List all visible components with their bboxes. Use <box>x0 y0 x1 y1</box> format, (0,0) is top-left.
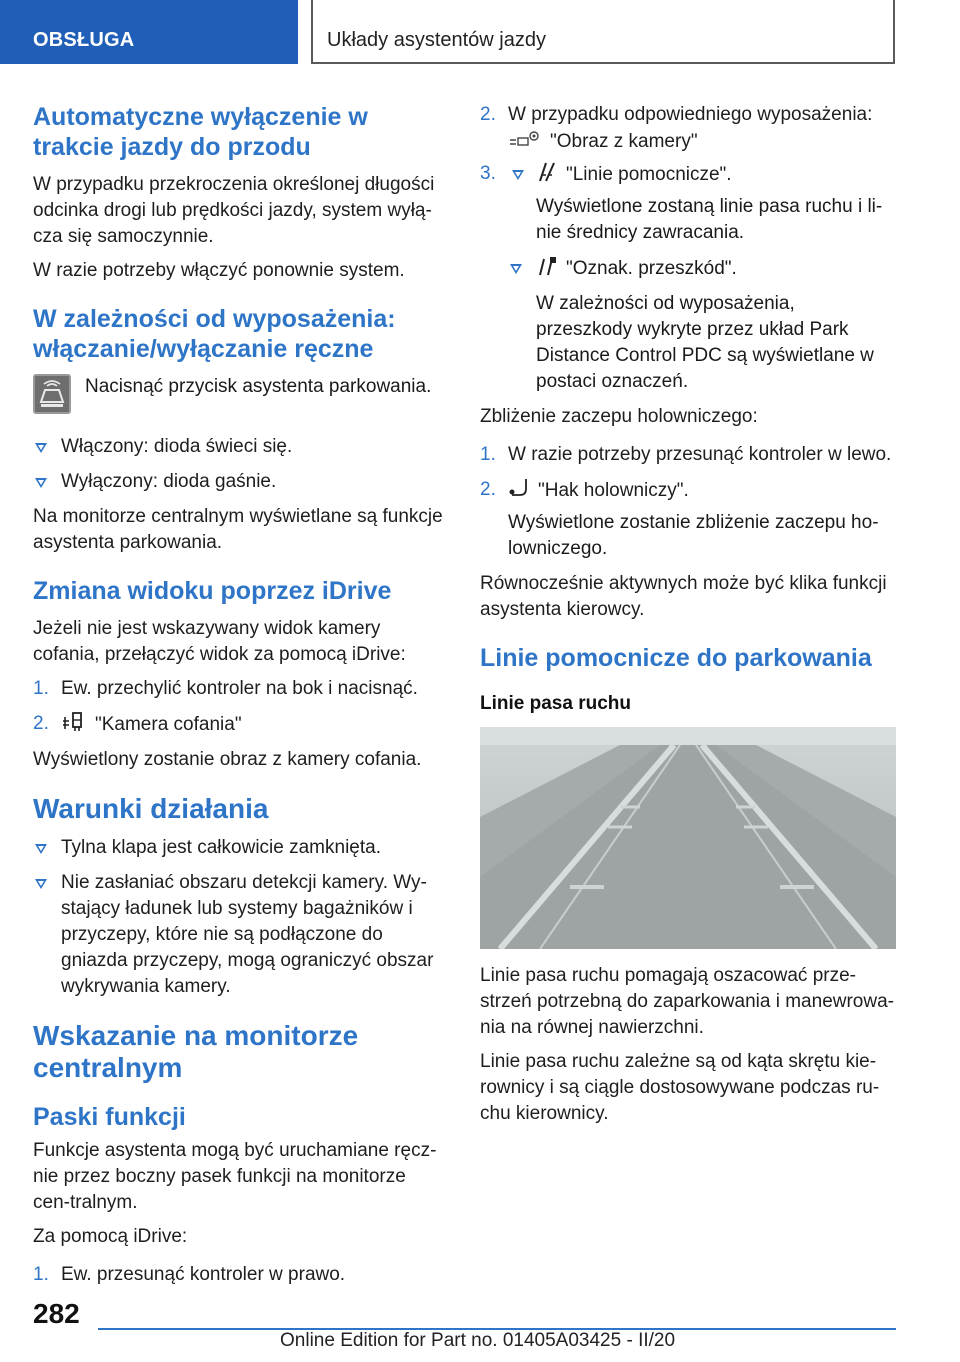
heading-auto-off: Automatyczne wyłączenie w trakcie jazdy do przodu <box>33 103 368 161</box>
condition-2 <box>33 870 447 1000</box>
bullet-off-text: Wyłączony: dioda gaśnie. <box>61 471 277 492</box>
lane-lines-camera-image <box>480 727 896 949</box>
hitch-step-2 <box>480 477 896 504</box>
park-assist-button-icon <box>33 374 71 414</box>
bullet-triangle-icon <box>35 478 47 488</box>
text-monitor: Na monitorze centralnym wyświetlane są funkcje asystenta parkowania. <box>33 506 443 553</box>
bullet-triangle-icon <box>35 844 47 854</box>
heading-manual: W zależności od wyposażenia: włączanie/wyłączanie ręczne <box>33 305 396 363</box>
step-2-num: 2. <box>33 713 49 734</box>
text-auto-off: W przypadku przekroczenia określonej długości odcinka drogi lub prędkości jazdy, system wyłą-cza się samoczynnie. <box>33 174 435 247</box>
page-number: 282 <box>33 1298 80 1329</box>
bullet-triangle-icon <box>35 879 47 889</box>
heading-lane: Linie pasa ruchu <box>480 693 631 714</box>
bullet-triangle-icon <box>510 264 522 274</box>
chapter-title: Układy asystentów jazdy <box>327 29 546 51</box>
step-1 <box>33 676 447 702</box>
right-step-2-text: W przypadku odpowiedniego wyposażenia: <box>508 104 873 125</box>
step-1-num: 1. <box>33 678 49 699</box>
right-step-3b-text: "Oznak. przeszkód". <box>566 258 737 279</box>
hitch-step-1-num: 1. <box>480 444 496 465</box>
chapter-title-box <box>311 0 895 64</box>
footer-edition: Online Edition for Part no. 01405A03425 - II/20 <box>280 1330 676 1351</box>
text-hitch: Zbliżenie zaczepu holowniczego: <box>480 406 758 427</box>
right-column <box>480 102 896 1135</box>
camera-view-icon <box>508 128 542 150</box>
bullet-off <box>33 469 447 495</box>
bullet-triangle-icon <box>512 170 524 180</box>
right-step-2 <box>480 102 896 155</box>
hitch-step-2-num: 2. <box>480 479 496 500</box>
step-2-text: "Kamera cofania" <box>95 714 242 735</box>
text-shown: Wyświetlony zostanie obraz z kamery cofania. <box>33 749 422 770</box>
condition-1 <box>33 835 447 861</box>
function-step-1-num: 1. <box>33 1264 49 1285</box>
function-step-1-text: Ew. przesunąć kontroler w prawo. <box>61 1264 346 1285</box>
heading-display: Wskazanie na monitorze centralnym <box>33 1020 359 1083</box>
right-step-3b <box>508 255 896 282</box>
right-step-3-text: "Linie pomocnicze". <box>566 164 732 185</box>
text-lane-1: Linie pasa ruchu pomagają oszacować prze-strzeń potrzebną do zaparkowania i manewrowa-nia na równej nawierzchni. <box>480 965 894 1038</box>
right-step-3b-desc: W zależności od wyposażenia, przeszkody wykryte przez układ Park Distance Control PDC są wyświetlane w postaci oznaczeń. <box>536 293 874 392</box>
section-label: OBSŁUGA <box>33 29 135 51</box>
right-step-3-num: 3. <box>480 163 496 184</box>
right-step-3 <box>480 161 896 188</box>
rear-camera-icon <box>61 711 87 733</box>
bullet-on <box>33 434 447 460</box>
heading-conditions: Warunki działania <box>33 793 269 824</box>
heading-bars: Paski funkcji <box>33 1103 186 1131</box>
right-step-2-num: 2. <box>480 104 496 125</box>
right-step-3-desc: Wyświetlone zostaną linie pasa ruchu i li-nie średnicy zawracania. <box>536 196 883 243</box>
step-2 <box>33 711 447 738</box>
text-reenable: W razie potrzeby włączyć ponownie system. <box>33 260 405 281</box>
text-bars: Funkcje asystenta mogą być uruchamiane ręcz-nie przez boczny pasek funkcji na monitorze cen-tralnym. <box>33 1140 437 1213</box>
guide-lines-icon <box>536 161 558 183</box>
heading-lines: Linie pomocnicze do parkowania <box>480 644 872 672</box>
condition-2-text: Nie zasłaniać obszaru detekcji kamery. Wy-stający ładunek lub systemy bagażników i przyczepy, które nie są podłączone do gniazda przyczepy, mogą ograniczyć obszar wykrywania kamery. <box>61 872 434 997</box>
left-column <box>33 102 447 1297</box>
hitch-step-2-text: "Hak holowniczy". <box>538 480 689 501</box>
function-step-1 <box>33 1262 447 1288</box>
park-button-text: Nacisnąć przycisk asystenta parkowania. <box>85 376 432 397</box>
condition-1-text: Tylna klapa jest całkowicie zamknięta. <box>61 837 381 858</box>
hitch-step-1-text: W razie potrzeby przesunąć kontroler w lewo. <box>508 444 892 465</box>
tow-hitch-icon <box>508 477 530 499</box>
right-step-2-label: "Obraz z kamery" <box>550 131 698 152</box>
hitch-step-1 <box>480 442 896 468</box>
park-button-row <box>33 374 447 420</box>
section-tab <box>0 0 298 64</box>
heading-view: Zmiana widoku poprzez iDrive <box>33 577 392 605</box>
text-lane-2: Linie pasa ruchu zależne są od kąta skrętu kie-rownicy i są ciągle dostosowywane podczas ru-chu kierownicy. <box>480 1051 880 1124</box>
text-view: Jeżeli nie jest wskazywany widok kamery cofania, przełączyć widok za pomocą iDrive: <box>33 618 406 665</box>
step-1-text: Ew. przechylić kontroler na bok i nacisnąć. <box>61 678 418 699</box>
obstacle-marking-icon <box>536 255 558 277</box>
text-idrive: Za pomocą iDrive: <box>33 1226 188 1247</box>
text-multi: Równocześnie aktywnych może być klika funkcji asystenta kierowcy. <box>480 573 887 620</box>
bullet-on-text: Włączony: dioda świeci się. <box>61 436 293 457</box>
bullet-triangle-icon <box>35 443 47 453</box>
hitch-step-2-desc: Wyświetlone zostanie zbliżenie zaczepu ho-lowniczego. <box>508 512 879 559</box>
